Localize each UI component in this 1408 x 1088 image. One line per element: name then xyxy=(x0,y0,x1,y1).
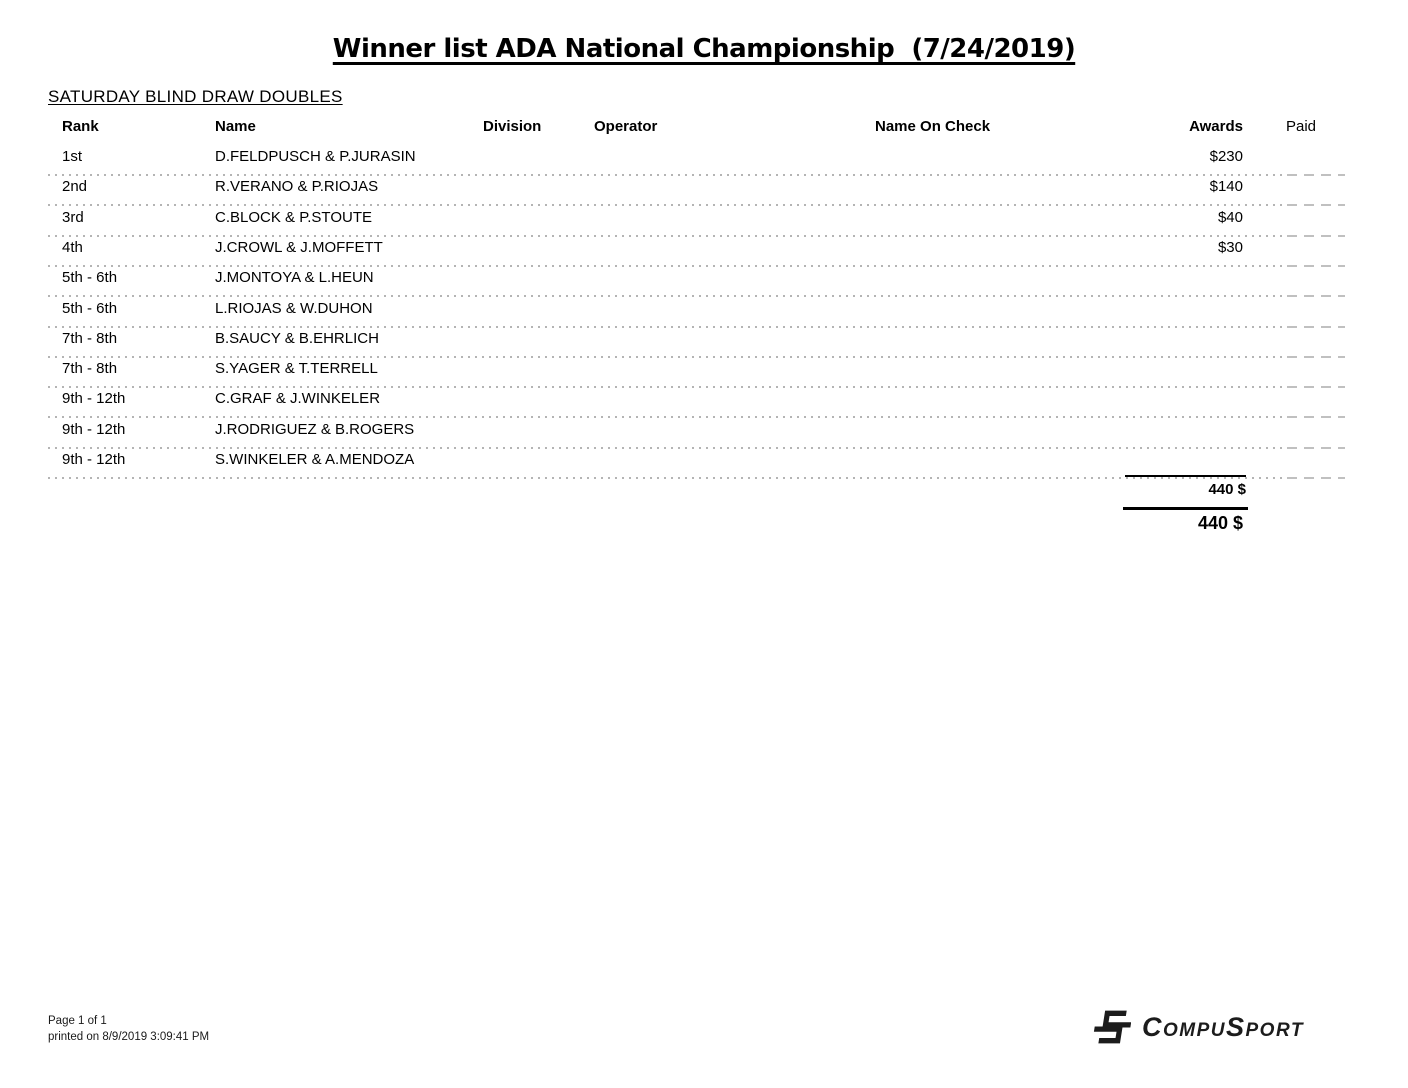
row-separator xyxy=(0,295,1408,297)
table-header-row xyxy=(0,118,1408,138)
cell-name: C.BLOCK & P.STOUTE xyxy=(215,208,372,226)
page-footer xyxy=(48,1013,209,1045)
cell-rank: 2nd xyxy=(62,178,88,196)
printed-timestamp: printed on 8/9/2019 3:09:41 PM xyxy=(48,1031,210,1044)
subtotal-amount: 440 $ xyxy=(1208,481,1246,498)
row-separator xyxy=(0,174,1408,176)
column-header-rank: Rank xyxy=(62,118,99,135)
row-separator-main xyxy=(48,295,1285,297)
cell-award: $140 xyxy=(1209,178,1243,196)
row-separator-main xyxy=(48,356,1285,358)
compusport-logo-text: CompuSport xyxy=(1142,1011,1304,1042)
cell-name: J.MONTOYA & L.HEUN xyxy=(215,269,374,287)
cell-rank: 4th xyxy=(62,238,83,256)
row-separator-tail xyxy=(1287,356,1345,358)
row-separator-tail xyxy=(1287,326,1345,328)
table-row xyxy=(0,178,1408,198)
cell-award: $30 xyxy=(1217,238,1243,256)
column-header-name: Name xyxy=(215,118,256,135)
cell-rank: 1st xyxy=(62,148,83,165)
row-separator xyxy=(0,265,1408,267)
cell-name: L.RIOJAS & W.DUHON xyxy=(215,299,373,317)
cell-name: R.VERANO & P.RIOJAS xyxy=(215,178,379,196)
row-separator xyxy=(0,204,1408,206)
row-separator-main xyxy=(48,174,1285,176)
column-header-operator: Operator xyxy=(594,118,658,135)
table-row xyxy=(0,330,1408,350)
table-row xyxy=(0,360,1408,380)
table-row xyxy=(0,421,1408,441)
table-row xyxy=(0,148,1408,168)
row-separator-tail xyxy=(1287,295,1345,297)
column-header-awards: Awards xyxy=(1189,118,1243,135)
cell-name: S.YAGER & T.TERRELL xyxy=(215,360,378,378)
cell-rank: 3rd xyxy=(62,208,84,226)
compusport-logo xyxy=(1091,1006,1304,1048)
cell-name: J.RODRIGUEZ & B.ROGERS xyxy=(215,420,415,438)
subtotal-rule xyxy=(1125,475,1246,477)
row-separator-tail xyxy=(1287,204,1345,206)
row-separator-tail xyxy=(1287,235,1345,237)
row-separator-tail xyxy=(1287,386,1345,388)
row-separator xyxy=(0,416,1408,418)
table-row xyxy=(0,209,1408,229)
cell-name: S.WINKELER & A.MENDOZA xyxy=(215,451,415,468)
row-separator-tail xyxy=(1287,447,1345,449)
table-row xyxy=(0,451,1408,471)
row-separator xyxy=(0,356,1408,358)
page-number: Page 1 of 1 xyxy=(48,1015,107,1027)
row-separator-main xyxy=(48,326,1285,328)
row-separator-tail xyxy=(1287,477,1345,479)
table-row xyxy=(0,239,1408,259)
cell-award: $230 xyxy=(1209,148,1243,165)
cell-award: $40 xyxy=(1217,208,1243,226)
cell-rank: 7th - 8th xyxy=(62,360,118,378)
row-separator-main xyxy=(48,204,1285,206)
cell-name: D.FELDPUSCH & P.JURASIN xyxy=(215,148,416,165)
row-separator xyxy=(0,235,1408,237)
row-separator xyxy=(0,386,1408,388)
row-separator-main xyxy=(48,265,1285,267)
row-separator-tail xyxy=(1287,265,1345,267)
row-separator-main xyxy=(48,477,1285,479)
row-separator xyxy=(0,477,1408,479)
cell-rank: 7th - 8th xyxy=(62,329,118,347)
cell-rank: 9th - 12th xyxy=(62,451,126,468)
cell-name: C.GRAF & J.WINKELER xyxy=(215,390,381,408)
row-separator xyxy=(0,326,1408,328)
compusport-icon xyxy=(1091,1010,1131,1044)
report-title: Winner list ADA National Championship (7/24/2019) xyxy=(332,34,1076,64)
row-separator-main xyxy=(48,416,1285,418)
total-rule xyxy=(1123,507,1248,510)
row-separator-tail xyxy=(1287,416,1345,418)
column-header-division: Division xyxy=(483,118,542,135)
column-header-paid: Paid xyxy=(1286,118,1317,135)
table-row xyxy=(0,390,1408,410)
row-separator xyxy=(0,447,1408,449)
cell-rank: 5th - 6th xyxy=(62,299,118,317)
row-separator-main xyxy=(48,235,1285,237)
row-separator-tail xyxy=(1287,174,1345,176)
cell-rank: 9th - 12th xyxy=(62,390,126,408)
cell-name: B.SAUCY & B.EHRLICH xyxy=(215,329,379,347)
section-heading: SATURDAY BLIND DRAW DOUBLES xyxy=(48,87,343,106)
total-amount: 440 $ xyxy=(1197,513,1243,533)
cell-name: J.CROWL & J.MOFFETT xyxy=(215,238,383,256)
column-header-name-on-check: Name On Check xyxy=(875,118,991,135)
row-separator-main xyxy=(48,447,1285,449)
table-row xyxy=(0,269,1408,289)
table-row xyxy=(0,300,1408,320)
cell-rank: 5th - 6th xyxy=(62,269,118,287)
cell-rank: 9th - 12th xyxy=(62,420,126,438)
row-separator-main xyxy=(48,386,1285,388)
